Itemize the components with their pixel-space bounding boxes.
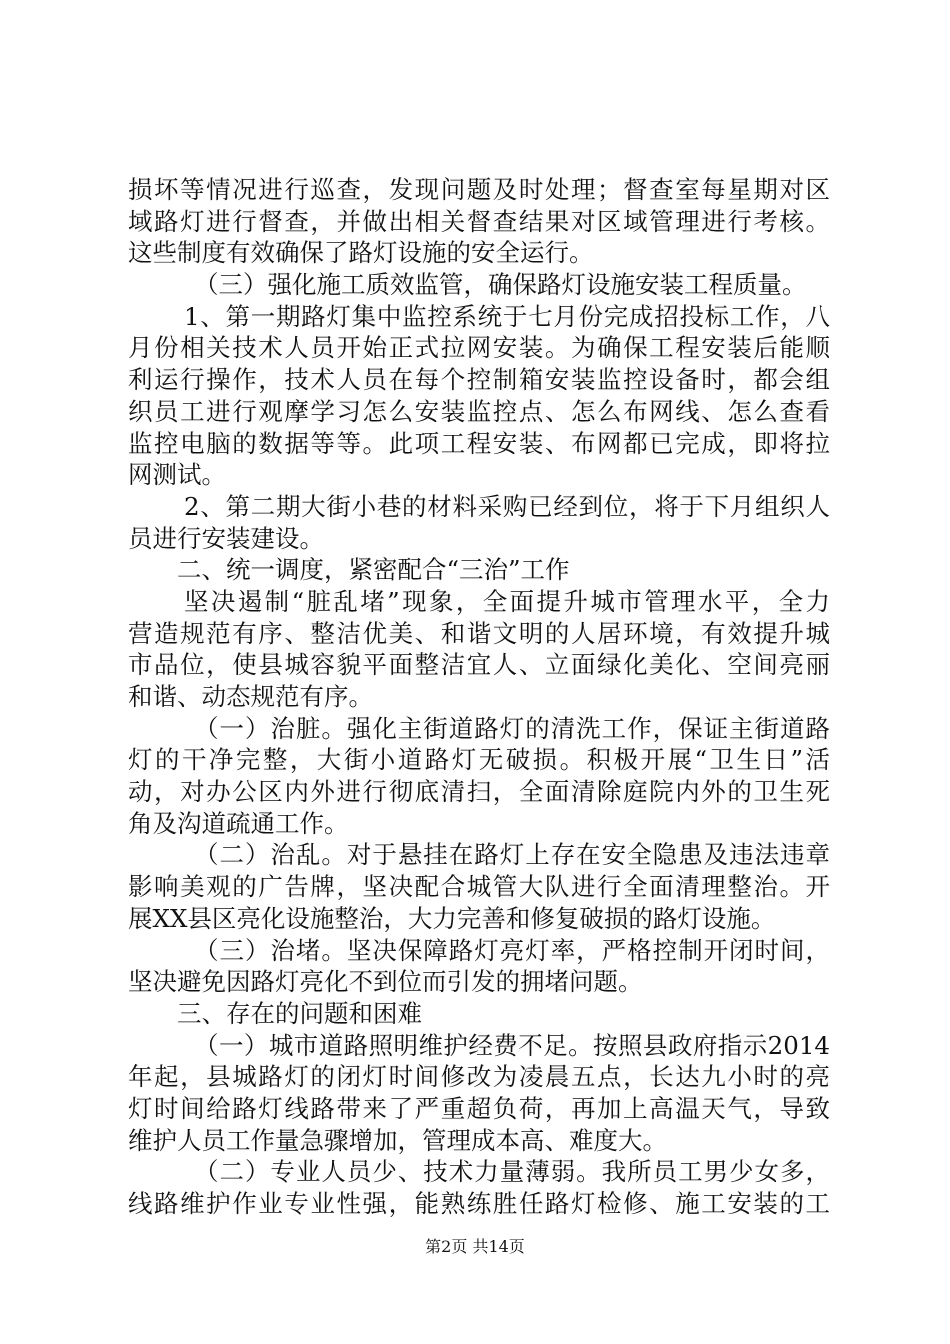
text-line: 利运行操作，技术人员在每个控制箱安装监控设备时，都会组 [128, 365, 830, 395]
section-heading: （三）强化施工质效监管，确保路灯设施安装工程质量。 [194, 270, 807, 300]
text-line: 月份相关技术人员开始正式拉网安装。为确保工程安装后能顺 [128, 333, 830, 363]
text-line: 监控电脑的数据等等。此项工程安装、布网都已完成，即将拉 [128, 428, 830, 458]
text-line: 年起，县城路灯的闭灯时间修改为凌晨五点，长达九小时的亮 [128, 1062, 830, 1092]
text-line: 网测试。 [128, 460, 226, 490]
text-line: 损坏等情况进行巡查，发现问题及时处理；督查室每星期对区 [128, 175, 830, 204]
text-line: 动，对办公区内外进行彻底清扫，全面清除庭院内外的卫生死 [128, 777, 830, 807]
text-line: 影响美观的广告牌，坚决配合城管大队进行全面清理整治。开 [128, 872, 830, 902]
page-number: 第2页 共14页 [425, 1237, 525, 1256]
text-line: 织员工进行观摩学习怎么安装监控点、怎么布网线、怎么查看 [128, 396, 830, 426]
body-text [128, 174, 830, 1220]
text-line: 员进行安装建设。 [128, 523, 324, 553]
text-line: 营造规范有序、整洁优美、和谐文明的人居环境，有效提升城 [128, 618, 830, 648]
text-line: （三）治堵。坚决保障路灯亮灯率，严格控制开闭时间， [194, 935, 830, 965]
text-line: 和谐、动态规范有序。 [128, 682, 373, 711]
text-line: 坚决遏制“脏乱堵”现象，全面提升城市管理水平，全力 [184, 586, 830, 616]
text-line: 坚决避免因路灯亮化不到位而引发的拥堵问题。 [128, 967, 643, 997]
section-heading: 三、存在的问题和困难 [177, 998, 422, 1028]
text-line: 2、第二期大街小巷的材料采购已经到位，将于下月组织人 [184, 491, 830, 521]
text-line: 1、第一期路灯集中监控系统于七月份完成招投标工作，八 [184, 301, 830, 331]
text-line: （一）治脏。强化主街道路灯的清洗工作，保证主街道路 [194, 713, 830, 743]
text-line: 角及沟道疏通工作。 [128, 808, 349, 838]
text-line: （二）治乱。对于悬挂在路灯上存在安全隐患及违法违章 [194, 840, 830, 870]
text-line: 灯时间给路灯线路带来了严重超负荷，再加上高温天气，导致 [128, 1093, 830, 1123]
section-heading: 二、统一调度，紧密配合“三治”工作 [177, 555, 570, 585]
text-line: 这些制度有效确保了路灯设施的安全运行。 [128, 238, 594, 268]
text-line: 维护人员工作量急骤增加，管理成本高、难度大。 [128, 1125, 667, 1155]
text-line: 展XX县区亮化设施整治，大力完善和修复破损的路灯设施。 [128, 903, 776, 933]
text-line: 线路维护作业专业性强，能熟练胜任路灯检修、施工安装的工 [128, 1189, 830, 1218]
text-line: 市品位，使县城容貌平面整洁宜人、立面绿化美化、空间亮丽 [128, 650, 830, 680]
text-line: 域路灯进行督查，并做出相关督查结果对区域管理进行考核。 [128, 206, 830, 236]
text-line: （二）专业人员少、技术力量薄弱。我所员工男少女多， [194, 1157, 830, 1187]
text-line: 灯的干净完整，大街小道路灯无破损。积极开展“卫生日”活 [128, 745, 830, 775]
text-line: （一）城市道路照明维护经费不足。按照县政府指示2014 [194, 1030, 830, 1060]
